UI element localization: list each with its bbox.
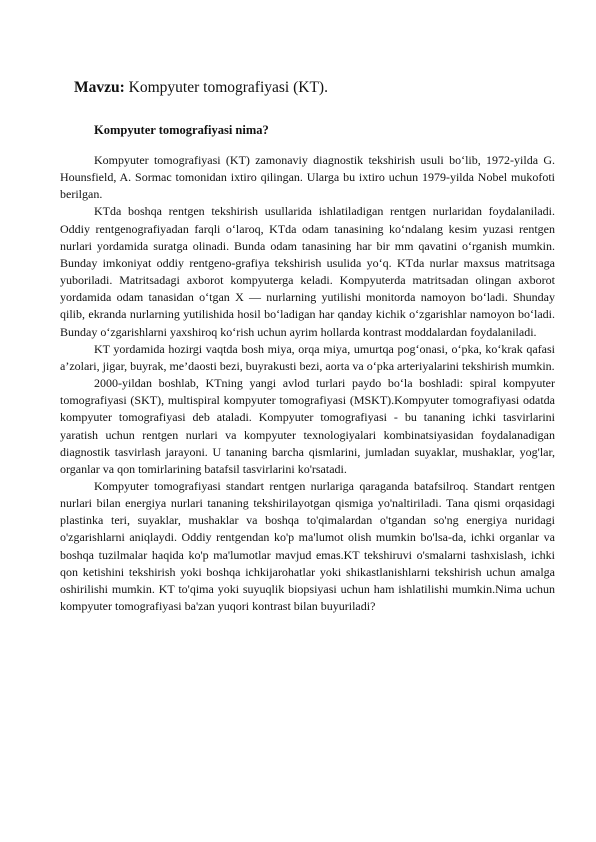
topic-title: Kompyuter tomografiyasi (KT). xyxy=(124,79,328,96)
paragraph: Kompyuter tomografiyasi (KT) zamonaviy diagnostik tekshirish usuli bo‘lib, 1972-yilda G. Hounsfield, A. Sormac tomonidan ixtiro qilingan. Ularga bu ixtiro uchun 1979-yilda Nobel mukofoti berilgan. xyxy=(60,153,555,202)
body-text xyxy=(60,152,555,615)
paragraph: 2000-yildan boshlab, KTning yangi avlod turlari paydo bo‘la boshladi: spiral kompyuter tomografiyasi (SKT), multispiral kompyuter tomografiyasi (MSKT).Kompyuter tomografiyasi odatda kompyuter tomografiyasi deb ataladi. Kompyuter tomografiyasi - bu tananing ichki tasvirlarini yaratish uchun rentgen nurlari va kompyuter texnologiyalari kombinatsiyasidan foydalanadigan diagnostik tasvirlash jarayoni. U tananing barcha qismlarini, jumladan suyaklar, mushaklar, yog'lar, organlar va qon tomirlarining batafsil tasvirlarini ko'rsatadi. xyxy=(60,376,555,476)
paragraph: KTda boshqa rentgen tekshirish usullarida ishlatiladigan rentgen nurlaridan foydalaniladi. Oddiy rentgenografiyadan farqli o‘laroq, KTda odam tanasining ko‘ndalang kesim yuzasi rentgen nurlari yordamida suratga olinadi. Bunda odam tanasining har bir mm qavatini o‘rganish mumkin. Bunday imkoniyat oddiy rentgeno-grafiya tekshirish usulida yo‘q. KTda nurlar maxsus matritsaga yuboriladi. Matritsadagi axborot kompyuterga keladi. Kompyuterda matritsadan olingan axborot yordamida odam tanasidan o‘tgan X — nurlarning yutilishi monitorda namoyon bo‘ladi. Shunday qilib, ekranda nurlarning yutilishida hosil bo‘ladigan har qanday kichik o‘zgarishlar namoyon bo‘ladi. Bunday o‘zgarishlarni yaxshiroq ko‘rish uchun ayrim hollarda kontrast moddalardan foydalaniladi. xyxy=(60,204,555,339)
paragraph: Kompyuter tomografiyasi standart rentgen nurlariga qaraganda batafsilroq. Standart rentgen nurlari bilan energiya nurlari tananing tekshirilayotgan qismiga yo'naltiriladi. Tana qismi orqasidagi plastinka teri, suyaklar, mushaklar va boshqa to'qimalardan o'tgandan so'ng energiya nuridagi o'zgarishlarni aniqlaydi. Oddiy rentgendan ko'p ma'lumot olish mumkin bo'lsa-da, ichki organlar va boshqa tuzilmalar haqida ko'p ma'lumotlar mavjud emas.KT tekshiruvi o'smalarni tashxislash, ichki qon ketishini tekshirish yoki boshqa ichkijarohatlar yoki shikastlanishlarni tekshirish uchun amalga oshirilishi mumkin. KT to'qima yoki suyuqlik biopsiyasi uchun ham ishlatilishi mumkin.Nima uchun kompyuter tomografiyasi ba'zan yuqori kontrast bilan buyuriladi? xyxy=(60,478,555,614)
paragraph: KT yordamida hozirgi vaqtda bosh miya, orqa miya, umurtqa pog‘onasi, o‘pka, ko‘krak qafasi a’zolari, jigar, buyrak, me’daosti bezi, buyrakusti bezi, aorta va o‘pka arteriyalarini tekshirish mumkin. xyxy=(60,341,555,373)
topic-line xyxy=(74,78,328,98)
topic-label: Mavzu: xyxy=(74,79,125,96)
section-heading: Kompyuter tomografiyasi nima? xyxy=(94,123,269,137)
